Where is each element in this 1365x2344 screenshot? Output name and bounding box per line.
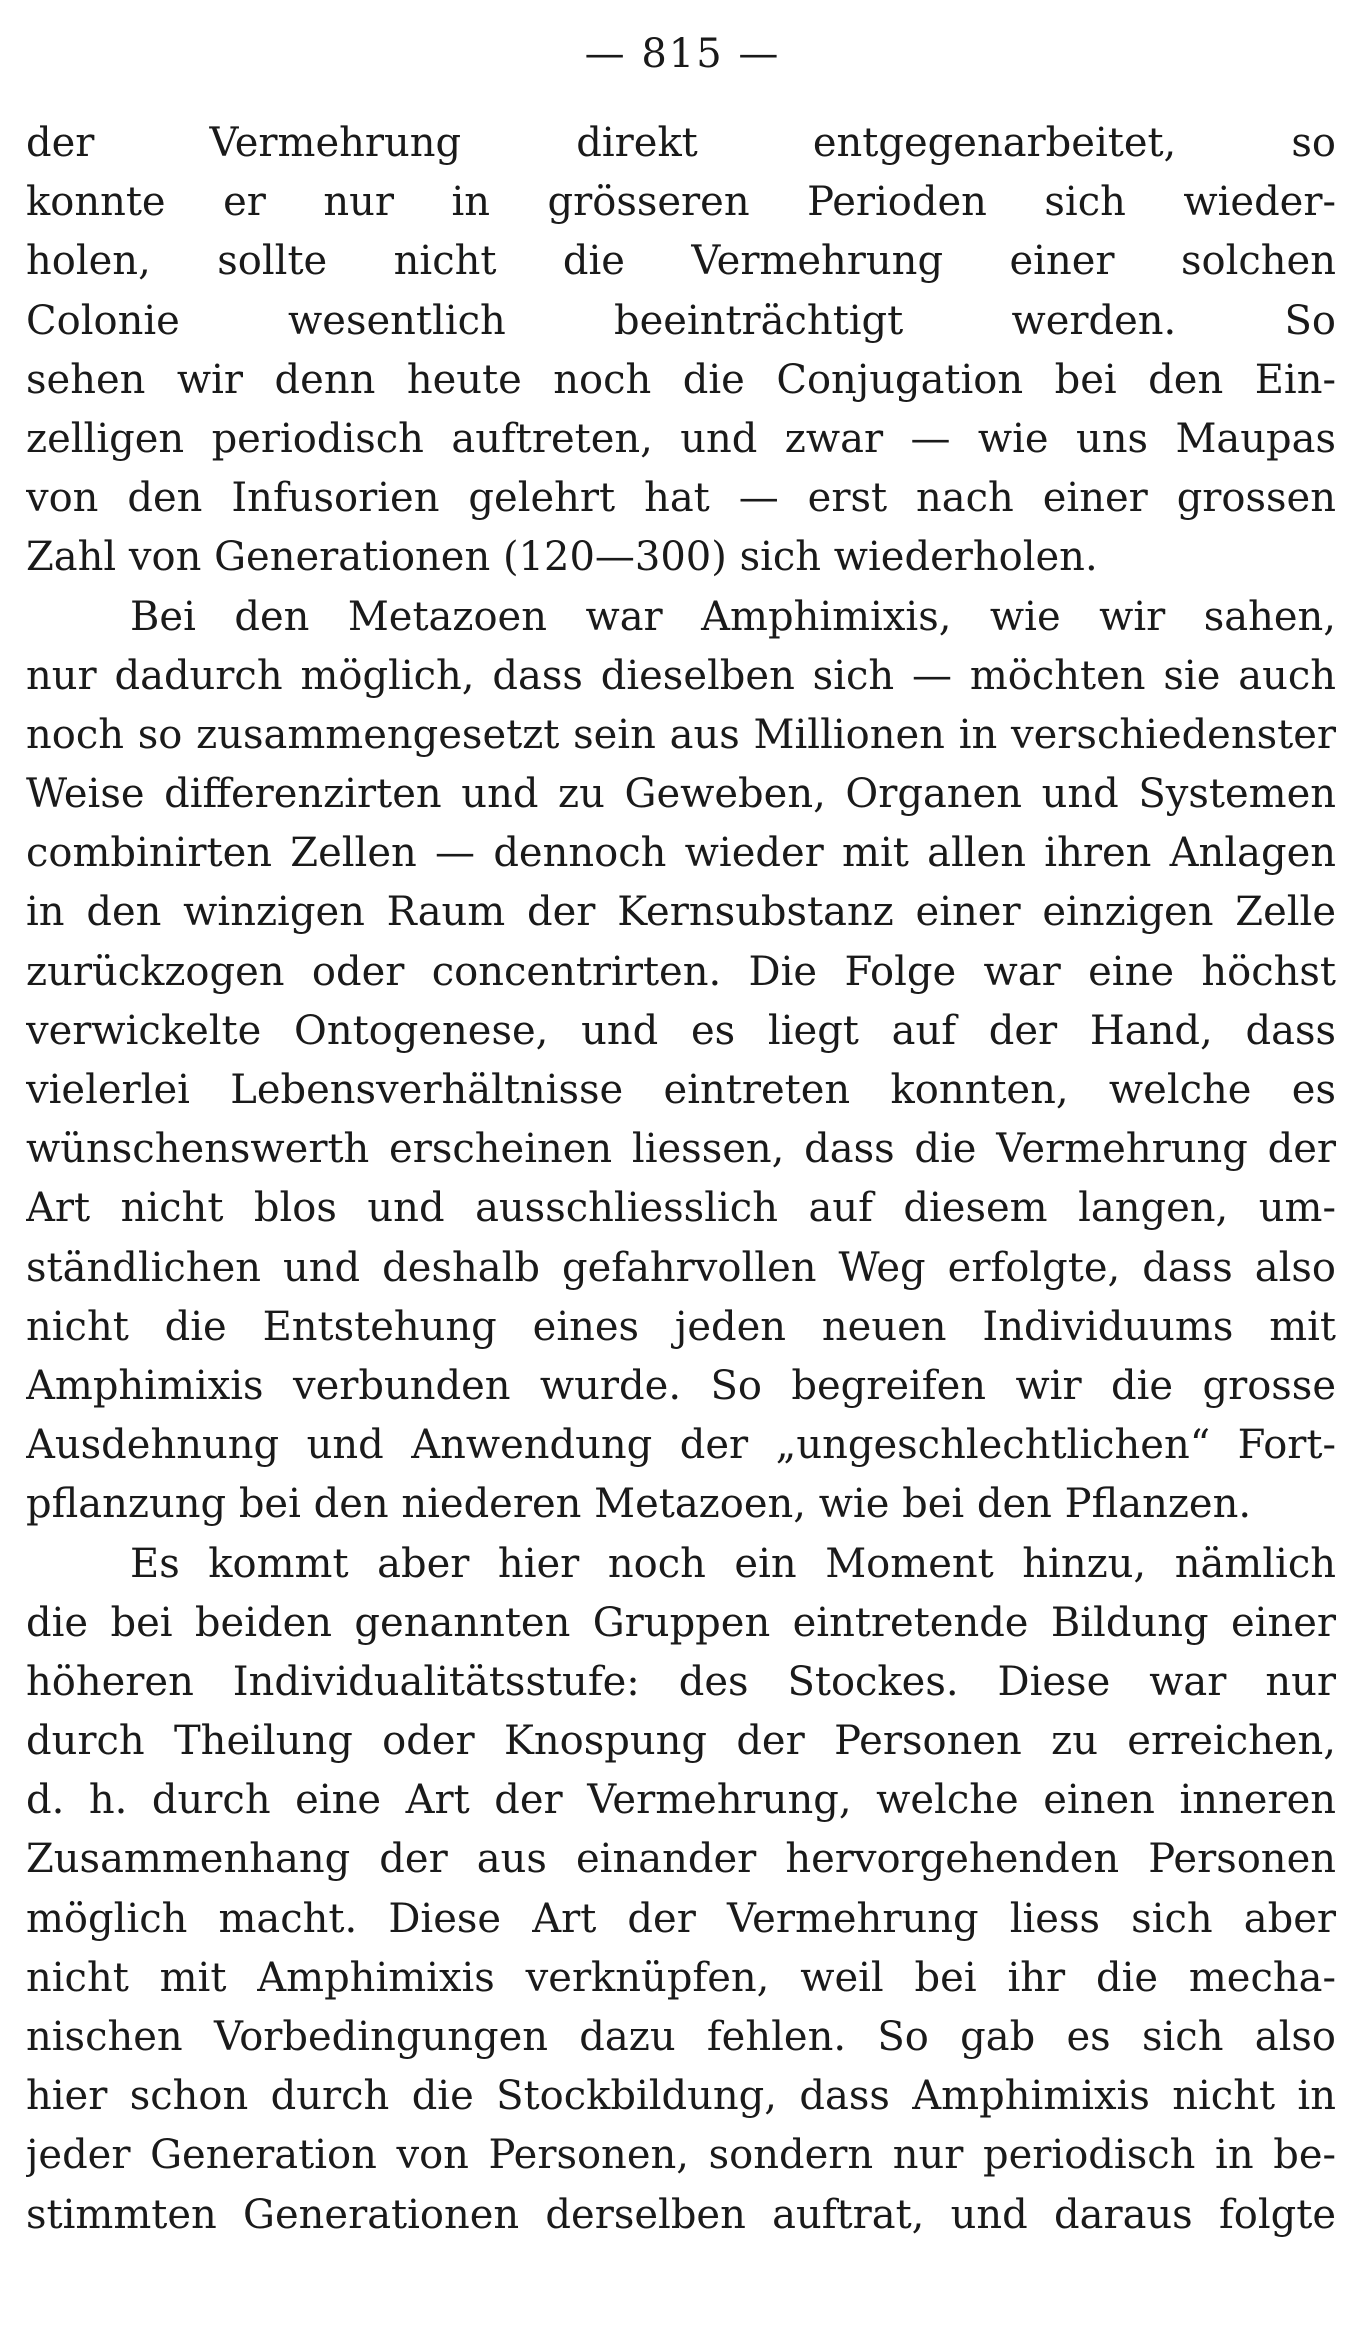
text-line: d. h. durch eine Art der Vermehrung, welche einen inneren (26, 1777, 1336, 1824)
page-number: — 815 — (584, 31, 781, 77)
text-line: nur dadurch möglich, dass dieselben sich — möchten sie auch (26, 652, 1336, 699)
text-line: zurückzogen oder concentrirten. Die Folge war eine höchst (26, 948, 1336, 995)
text-line: in den winzigen Raum der Kernsubstanz einer einzigen Zelle (26, 889, 1336, 936)
text-line: nicht die Entstehung eines jeden neuen Individuums mit (26, 1303, 1336, 1350)
text-line: Zahl von Generationen (120—300) sich wiederholen. (26, 534, 1098, 581)
text-line: Art nicht blos und ausschliesslich auf diesem langen, um- (26, 1185, 1336, 1232)
text-line: stimmten Generationen derselben auftrat, und daraus folgte (26, 2191, 1336, 2238)
text-line: hier schon durch die Stockbildung, dass Amphimixis nicht in (26, 2073, 1336, 2120)
text-line: Bei den Metazoen war Amphimixis, wie wir sahen, (130, 593, 1336, 640)
text-line: höheren Individualitätsstufe: des Stockes. Diese war nur (26, 1658, 1336, 1705)
text-line: Ausdehnung und Anwendung der „ungeschlechtlichen“ Fort- (26, 1422, 1336, 1469)
text-line: wünschenswerth erscheinen liessen, dass die Vermehrung der (26, 1126, 1336, 1173)
text-line: vielerlei Lebensverhältnisse eintreten konnten, welche es (26, 1067, 1336, 1113)
text-line: Amphimixis verbunden wurde. So begreifen wir die grosse (26, 1362, 1336, 1409)
text-line: möglich macht. Diese Art der Vermehrung liess sich aber (26, 1895, 1336, 1942)
text-line: Es kommt aber hier noch ein Moment hinzu, nämlich (130, 1540, 1336, 1587)
text-line: nischen Vorbedingungen dazu fehlen. So gab es sich also (26, 2014, 1336, 2060)
text-line: konnte er nur in grösseren Perioden sich wieder- (26, 179, 1336, 226)
text-line: von den Infusorien gelehrt hat — erst nach einer grossen (26, 475, 1336, 522)
text-line: verwickelte Ontogenese, und es liegt auf der Hand, dass (26, 1007, 1336, 1054)
text-line: der Vermehrung direkt entgegenarbeitet, so (26, 120, 1336, 166)
text-line: combinirten Zellen — dennoch wieder mit allen ihren Anlagen (26, 830, 1336, 877)
text-line: jeder Generation von Personen, sondern nur periodisch in be- (26, 2132, 1336, 2179)
text-line: pflanzung bei den niederen Metazoen, wie bei den Pflanzen. (26, 1481, 1252, 1528)
text-line: ständlichen und deshalb gefahrvollen Weg erfolgte, dass also (26, 1244, 1336, 1291)
text-line: noch so zusammengesetzt sein aus Millionen in verschiedenster (26, 711, 1336, 758)
text-line: Zusammenhang der aus einander hervorgehenden Personen (26, 1836, 1336, 1883)
body-text (26, 114, 1336, 2245)
text-line: sehen wir denn heute noch die Conjugation bei den Ein- (26, 356, 1336, 403)
text-line: holen, sollte nicht die Vermehrung einer solchen (26, 238, 1336, 285)
text-line: Weise differenzirten und zu Geweben, Organen und Systemen (26, 771, 1336, 818)
text-line: die bei beiden genannten Gruppen eintretende Bildung einer (26, 1599, 1336, 1646)
text-line: nicht mit Amphimixis verknüpfen, weil bei ihr die mecha- (26, 1954, 1336, 2001)
text-line: durch Theilung oder Knospung der Personen zu erreichen, (26, 1718, 1336, 1765)
text-line: Colonie wesentlich beeinträchtigt werden. So (26, 297, 1336, 344)
text-line: zelligen periodisch auftreten, und zwar — wie uns Maupas (26, 415, 1336, 462)
